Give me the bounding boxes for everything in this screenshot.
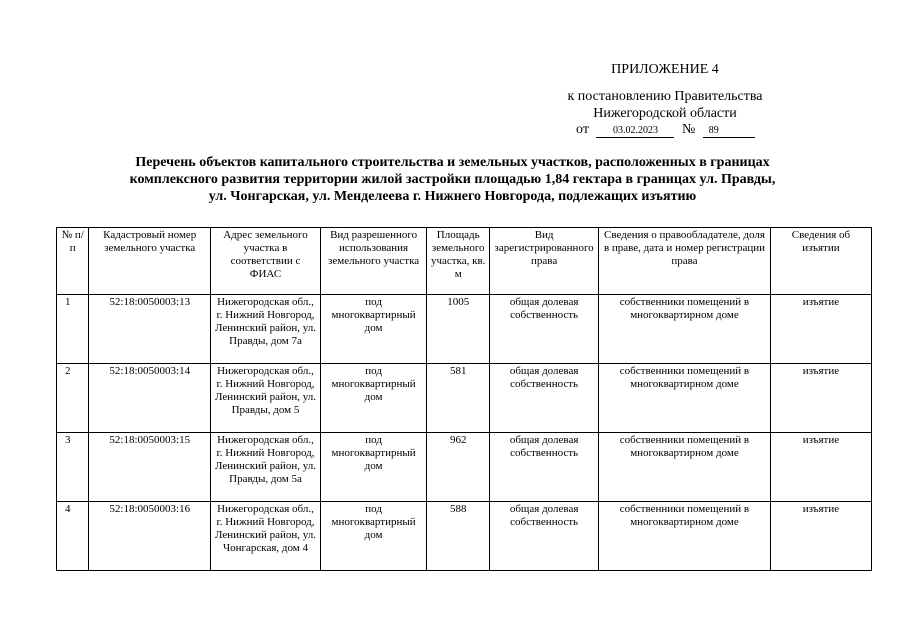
title-line: комплексного развития территории жилой застройки площадью 1,84 гектара в границах ул. Правды,	[129, 172, 776, 187]
header-address: Адрес земельного участка в соответствии с ФИАС	[211, 228, 321, 295]
table-row	[57, 295, 872, 364]
document-title	[80, 154, 825, 205]
cell-index: 3	[57, 433, 89, 502]
title-line: ул. Чонгарская, ул. Менделеева г. Нижнего Новгорода, подлежащих изъятию	[208, 189, 697, 204]
cell-cadastral-number: 52:18:0050003:13	[89, 295, 211, 364]
cell-seizure-info: изъятие	[770, 433, 871, 502]
decree-date-line	[576, 122, 776, 138]
cell-owner-info: собственники помещений в многоквартирном доме	[599, 502, 771, 571]
cell-cadastral-number: 52:18:0050003:14	[89, 364, 211, 433]
date-prefix: от	[576, 122, 589, 137]
header-area: Площадь земельного участка, кв. м	[427, 228, 490, 295]
cell-address: Нижегородская обл., г. Нижний Новгород, Ленинский район, ул. Правды, дом 7а	[211, 295, 321, 364]
cell-cadastral-number: 52:18:0050003:15	[89, 433, 211, 502]
cell-seizure-info: изъятие	[770, 502, 871, 571]
cell-owner-info: собственники помещений в многоквартирном доме	[599, 433, 771, 502]
cell-owner-info: собственники помещений в многоквартирном доме	[599, 364, 771, 433]
cell-seizure-info: изъятие	[770, 364, 871, 433]
cell-permitted-use: под многоквартирный дом	[320, 502, 426, 571]
cell-right-type: общая долевая собственность	[490, 502, 599, 571]
cell-cadastral-number: 52:18:0050003:16	[89, 502, 211, 571]
cell-right-type: общая долевая собственность	[490, 433, 599, 502]
cell-right-type: общая долевая собственность	[490, 295, 599, 364]
decree-number: 89	[703, 124, 755, 138]
cell-seizure-info: изъятие	[770, 295, 871, 364]
header-index: № п/п	[57, 228, 89, 295]
cell-permitted-use: под многоквартирный дом	[320, 433, 426, 502]
header-cadastral-number: Кадастровый номер земельного участка	[89, 228, 211, 295]
cell-address: Нижегородская обл., г. Нижний Новгород, Ленинский район, ул. Правды, дом 5	[211, 364, 321, 433]
objects-table	[56, 227, 872, 571]
cell-index: 4	[57, 502, 89, 571]
header-owner-info: Сведения о правообладателе, доля в праве, дата и номер регистрации права	[599, 228, 771, 295]
decree-reference	[540, 88, 790, 122]
cell-permitted-use: под многоквартирный дом	[320, 364, 426, 433]
header-seizure-info: Сведения об изъятии	[770, 228, 871, 295]
decree-date: 03.02.2023	[596, 124, 674, 138]
header-permitted-use: Вид разрешенного использования земельного участка	[320, 228, 426, 295]
decree-line: к постановлению Правительства	[567, 89, 763, 104]
title-line: Перечень объектов капитального строительства и земельных участков, расположенных в границах	[135, 155, 770, 170]
number-sign: №	[681, 122, 696, 137]
cell-area: 581	[427, 364, 490, 433]
cell-address: Нижегородская обл., г. Нижний Новгород, Ленинский район, ул. Чонгарская, дом 4	[211, 502, 321, 571]
cell-index: 2	[57, 364, 89, 433]
table-row	[57, 433, 872, 502]
cell-owner-info: собственники помещений в многоквартирном доме	[599, 295, 771, 364]
cell-right-type: общая долевая собственность	[490, 364, 599, 433]
cell-index: 1	[57, 295, 89, 364]
cell-area: 1005	[427, 295, 490, 364]
appendix-title: ПРИЛОЖЕНИЕ 4	[611, 62, 719, 77]
cell-area: 588	[427, 502, 490, 571]
header-right-type: Вид зарегистрированного права	[490, 228, 599, 295]
table-header-row	[57, 228, 872, 295]
cell-address: Нижегородская обл., г. Нижний Новгород, Ленинский район, ул. Правды, дом 5а	[211, 433, 321, 502]
appendix-header	[0, 0, 905, 140]
cell-permitted-use: под многоквартирный дом	[320, 295, 426, 364]
cell-area: 962	[427, 433, 490, 502]
table-row	[57, 502, 872, 571]
decree-line: Нижегородской области	[593, 106, 737, 121]
table-row	[57, 364, 872, 433]
